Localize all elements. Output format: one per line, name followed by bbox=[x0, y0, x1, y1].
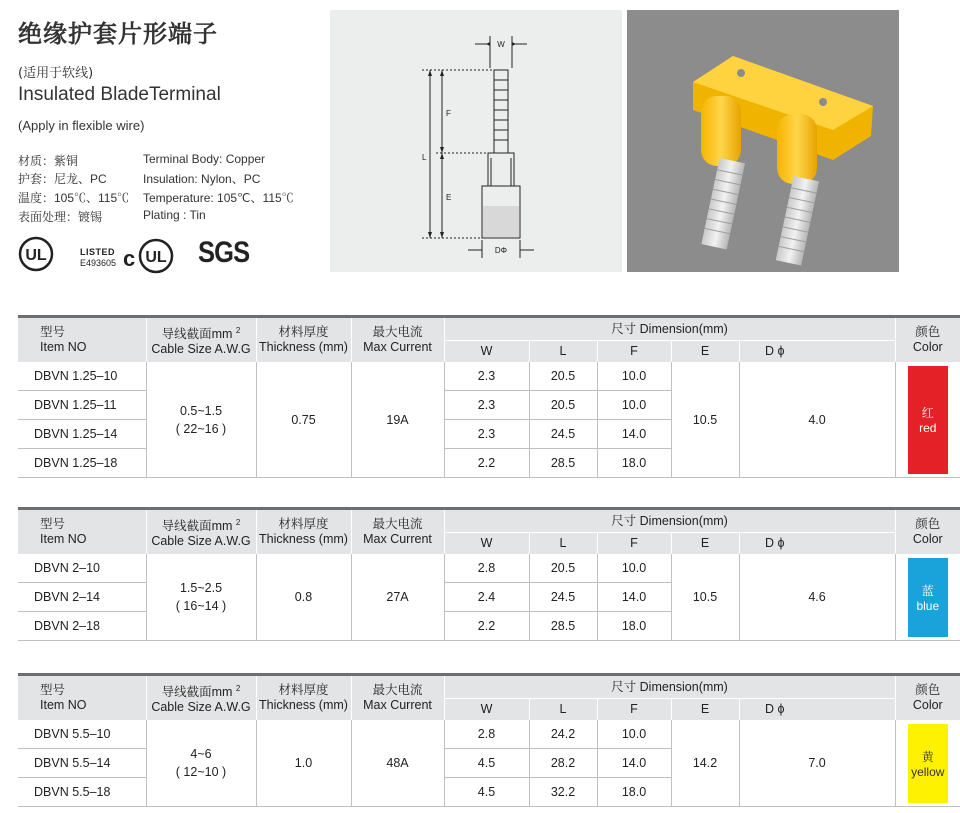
listed-label: LISTED bbox=[80, 247, 116, 257]
spec-table-5.5 bbox=[18, 673, 960, 807]
dim-l: 24.5 bbox=[529, 583, 597, 612]
thickness-cell: 0.8 bbox=[256, 554, 351, 641]
thickness-cell: 1.0 bbox=[256, 720, 351, 807]
spec-material-en: Terminal Body: Copper bbox=[143, 152, 266, 166]
col-header-d: D ϕ bbox=[739, 699, 810, 721]
table-row bbox=[18, 720, 960, 749]
table-row bbox=[18, 554, 960, 583]
c-mark: c bbox=[123, 246, 136, 271]
dim-w: 2.2 bbox=[444, 449, 529, 478]
dim-l: 20.5 bbox=[529, 362, 597, 391]
col-header-d: D ϕ bbox=[739, 341, 810, 363]
dim-l: 28.5 bbox=[529, 612, 597, 641]
col-header-f: F bbox=[597, 533, 671, 555]
dim-l: 28.5 bbox=[529, 449, 597, 478]
item-no: DBVN 1.25–10 bbox=[18, 362, 146, 391]
thickness-cell: 0.75 bbox=[256, 362, 351, 478]
dim-f: 18.0 bbox=[597, 449, 671, 478]
col-header-f: F bbox=[597, 699, 671, 721]
item-no: DBVN 5.5–10 bbox=[18, 720, 146, 749]
product-photo bbox=[627, 10, 899, 272]
svg-text:E: E bbox=[446, 193, 452, 202]
col-header-e: E bbox=[671, 341, 739, 363]
page-title-en: Insulated BladeTerminal bbox=[18, 84, 221, 105]
cable-size-cell: 4~6 ( 12~10 ) bbox=[146, 720, 256, 807]
dim-w: 2.4 bbox=[444, 583, 529, 612]
color-cell bbox=[895, 362, 960, 478]
color-swatch: 红 red bbox=[908, 366, 948, 474]
svg-text:DΦ: DΦ bbox=[494, 246, 508, 255]
col-header-color: 颜色 Color bbox=[895, 509, 960, 555]
dim-f: 10.0 bbox=[597, 720, 671, 749]
col-header-dimension: 尺寸 Dimension(mm) bbox=[444, 675, 895, 699]
spec-table-1.25 bbox=[18, 315, 960, 478]
page-subtitle-cn: (适用于软线) bbox=[18, 66, 94, 81]
svg-text:L: L bbox=[422, 153, 427, 162]
dim-f: 10.0 bbox=[597, 362, 671, 391]
dim-e-cell: 10.5 bbox=[671, 554, 739, 641]
col-header-color: 颜色 Color bbox=[895, 317, 960, 363]
terminal-drawing-icon bbox=[330, 10, 622, 272]
col-header-cable-size: 导线截面mm $^2$ Cable Size A.W.G bbox=[146, 509, 256, 555]
svg-text:UL: UL bbox=[25, 247, 47, 264]
item-no: DBVN 5.5–18 bbox=[18, 778, 146, 807]
cable-size-cell: 1.5~2.5 ( 16~14 ) bbox=[146, 554, 256, 641]
dim-w: 4.5 bbox=[444, 749, 529, 778]
spec-temperature-cn: 温度：105℃、115℃ bbox=[18, 191, 130, 205]
dim-l: 32.2 bbox=[529, 778, 597, 807]
dim-d-cell: 4.6 bbox=[739, 554, 895, 641]
sgs-logo: SGS bbox=[198, 236, 250, 269]
col-header-color: 颜色 Color bbox=[895, 675, 960, 721]
item-no: DBVN 2–10 bbox=[18, 554, 146, 583]
item-no: DBVN 1.25–14 bbox=[18, 420, 146, 449]
col-header-l: L bbox=[529, 533, 597, 555]
dim-f: 10.0 bbox=[597, 391, 671, 420]
svg-text:W: W bbox=[497, 40, 505, 49]
spec-plating-en: Plating : Tin bbox=[143, 208, 206, 222]
col-header-dimension: 尺寸 Dimension(mm) bbox=[444, 509, 895, 533]
col-header-max-current: 最大电流 Max Current bbox=[351, 509, 444, 555]
max-current-cell: 48A bbox=[351, 720, 444, 807]
spec-temperature-en: Temperature: 105℃、115℃ bbox=[143, 191, 294, 205]
svg-text:F: F bbox=[446, 109, 451, 118]
spec-material-cn: 材质：紫铜 bbox=[18, 154, 79, 168]
dim-w: 4.5 bbox=[444, 778, 529, 807]
dim-l: 24.5 bbox=[529, 420, 597, 449]
col-header-model: 型号 Item NO bbox=[18, 317, 146, 363]
dim-w: 2.8 bbox=[444, 720, 529, 749]
col-header-cable-size: 导线截面mm $^2$ Cable Size A.W.G bbox=[146, 675, 256, 721]
dim-w: 2.3 bbox=[444, 420, 529, 449]
dim-e-cell: 14.2 bbox=[671, 720, 739, 807]
dim-f: 10.0 bbox=[597, 554, 671, 583]
terminal-photo-icon bbox=[627, 10, 899, 272]
dim-f: 14.0 bbox=[597, 749, 671, 778]
file-number: E493605 bbox=[80, 258, 117, 268]
col-header-w: W bbox=[444, 699, 529, 721]
spec-insulation-cn: 护套：尼龙、PC bbox=[18, 172, 107, 186]
col-header-model: 型号 Item NO bbox=[18, 675, 146, 721]
item-no: DBVN 2–14 bbox=[18, 583, 146, 612]
col-header-e: E bbox=[671, 699, 739, 721]
dim-d-cell: 4.0 bbox=[739, 362, 895, 478]
item-no: DBVN 1.25–18 bbox=[18, 449, 146, 478]
cable-size-cell: 0.5~1.5 ( 22~16 ) bbox=[146, 362, 256, 478]
item-no: DBVN 2–18 bbox=[18, 612, 146, 641]
col-header-max-current: 最大电流 Max Current bbox=[351, 675, 444, 721]
svg-text:UL: UL bbox=[145, 249, 167, 266]
color-swatch: 蓝 blue bbox=[908, 558, 948, 637]
col-header-dimension: 尺寸 Dimension(mm) bbox=[444, 317, 895, 341]
col-header-e: E bbox=[671, 533, 739, 555]
col-header-model: 型号 Item NO bbox=[18, 509, 146, 555]
col-header-l: L bbox=[529, 341, 597, 363]
col-header-cable-size: 导线截面mm $^2$ Cable Size A.W.G bbox=[146, 317, 256, 363]
cul-logo-icon bbox=[138, 238, 174, 278]
col-header-w: W bbox=[444, 533, 529, 555]
dim-e-cell: 10.5 bbox=[671, 362, 739, 478]
col-header-f: F bbox=[597, 341, 671, 363]
page-subtitle-en: (Apply in flexible wire) bbox=[18, 118, 145, 133]
spec-plating-cn: 表面处理：镀锡 bbox=[18, 210, 103, 224]
dim-l: 24.2 bbox=[529, 720, 597, 749]
dim-l: 28.2 bbox=[529, 749, 597, 778]
dim-d-cell: 7.0 bbox=[739, 720, 895, 807]
col-header-d: D ϕ bbox=[739, 533, 810, 555]
col-header-l: L bbox=[529, 699, 597, 721]
page-title-cn: 绝缘护套片形端子 bbox=[18, 20, 218, 48]
max-current-cell: 27A bbox=[351, 554, 444, 641]
dim-f: 14.0 bbox=[597, 420, 671, 449]
item-no: DBVN 5.5–14 bbox=[18, 749, 146, 778]
col-header-max-current: 最大电流 Max Current bbox=[351, 317, 444, 363]
max-current-cell: 19A bbox=[351, 362, 444, 478]
dim-f: 18.0 bbox=[597, 612, 671, 641]
color-cell bbox=[895, 720, 960, 807]
dim-l: 20.5 bbox=[529, 391, 597, 420]
col-header-thickness: 材料厚度 Thickness (mm) bbox=[256, 317, 351, 363]
item-no: DBVN 1.25–11 bbox=[18, 391, 146, 420]
col-header-thickness: 材料厚度 Thickness (mm) bbox=[256, 675, 351, 721]
dimension-drawing bbox=[330, 10, 622, 272]
dim-f: 14.0 bbox=[597, 583, 671, 612]
dim-w: 2.3 bbox=[444, 362, 529, 391]
dim-w: 2.2 bbox=[444, 612, 529, 641]
dim-w: 2.3 bbox=[444, 391, 529, 420]
spec-table-2 bbox=[18, 507, 960, 641]
col-header-thickness: 材料厚度 Thickness (mm) bbox=[256, 509, 351, 555]
dim-f: 18.0 bbox=[597, 778, 671, 807]
dim-w: 2.8 bbox=[444, 554, 529, 583]
col-header-w: W bbox=[444, 341, 529, 363]
color-cell bbox=[895, 554, 960, 641]
table-row bbox=[18, 362, 960, 391]
spec-insulation-en: Insulation: Nylon、PC bbox=[143, 172, 261, 186]
dim-l: 20.5 bbox=[529, 554, 597, 583]
color-swatch: 黄 yellow bbox=[908, 724, 948, 803]
